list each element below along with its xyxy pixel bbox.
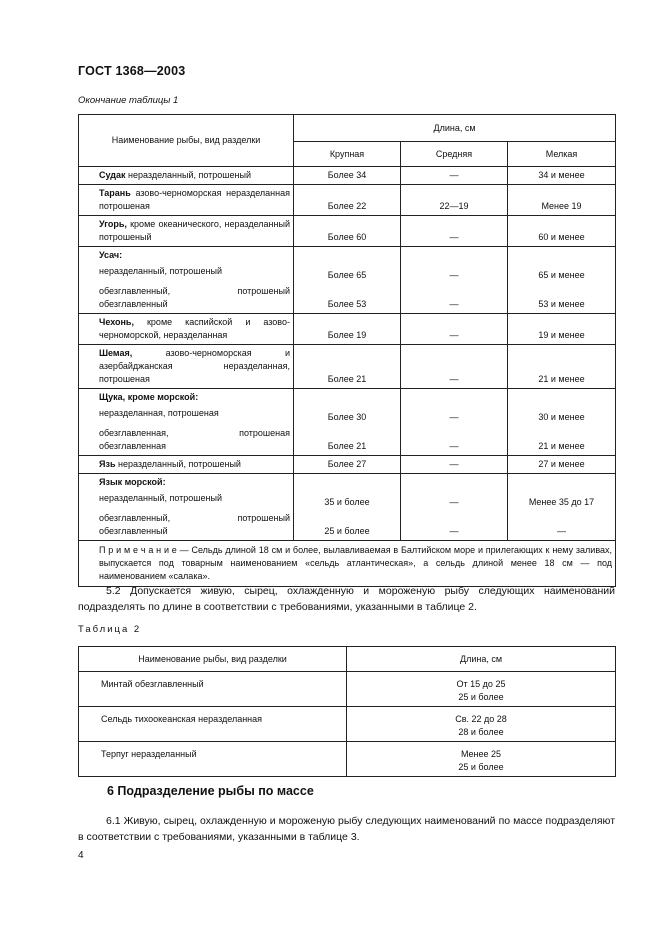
col-header-name: Наименование рыбы, вид разделки (79, 647, 347, 672)
table-note (79, 541, 616, 587)
table-continuation-caption: Окончание таблицы 1 (78, 95, 179, 106)
cell-small: 27 и менее (508, 456, 616, 474)
table-row (79, 345, 616, 389)
cell-large: Более 34 (294, 167, 401, 185)
col-header-length: Длина, см (294, 115, 616, 142)
fish-name: Минтай обезглавленный (79, 672, 347, 707)
table-row (79, 742, 616, 777)
fish-name: Усач: неразделанный, потрошеный обезглавленный, потрошеный обезглавленный (79, 247, 294, 314)
fish-name: Терпуг неразделанный (79, 742, 347, 777)
cell-medium: — (401, 314, 508, 345)
fish-name: Щука, кроме морской: неразделанная, потрошеная обезглавленная, потрошеная обезглавленная (79, 389, 294, 456)
table-row (79, 314, 616, 345)
cell-medium: 22—19 (401, 185, 508, 216)
table-row (79, 389, 616, 456)
cell-medium: — (401, 216, 508, 247)
cell-small: 19 и менее (508, 314, 616, 345)
page-number: 4 (78, 850, 84, 861)
col-header-medium: Средняя (401, 142, 508, 167)
cell-large: 35 и более 25 и более (294, 474, 401, 541)
cell-small: Менее 35 до 17 — (508, 474, 616, 541)
table-row (79, 672, 616, 707)
col-header-name: Наименование рыбы, вид разделки (79, 115, 294, 167)
paragraph-6-1: 6.1 Живую, сырец, охлажденную и мороженую рыбу следующих наименований по массе подразделяют в соответствии с требованиями, указанными в таблице 3. (78, 815, 615, 843)
section-heading: 6 Подразделение рыбы по массе (107, 784, 314, 798)
col-header-length: Длина, см (347, 647, 616, 672)
cell-small: 60 и менее (508, 216, 616, 247)
cut-type: неразделанный, потрошеный (99, 266, 222, 276)
cell-small: Менее 19 (508, 185, 616, 216)
fish-name: Тарань азово-черноморская неразделанная потрошеная (79, 185, 294, 216)
note-label: П р и м е ч а н и е (99, 545, 177, 555)
table-1 (78, 114, 616, 587)
fish-name: Чехонь, кроме каспийской и азово-черноморской, неразделанная (79, 314, 294, 345)
cut-type: обезглавленный, потрошеный обезглавленный (99, 513, 290, 536)
col-header-small: Мелкая (508, 142, 616, 167)
cell-small: 21 и менее (508, 345, 616, 389)
fish-name: Шемая, азово-черноморская и азербайджанская неразделанная, потрошеная (79, 345, 294, 389)
table-row (79, 456, 616, 474)
table-row (79, 247, 616, 314)
fish-name: Язык морской: неразделанный, потрошеный обезглавленный, потрошеный обезглавленный (79, 474, 294, 541)
cell-large: Более 30 Более 21 (294, 389, 401, 456)
length-cell: Св. 22 до 28 28 и более (347, 707, 616, 742)
cut-type: обезглавленный, потрошеный обезглавленный (99, 286, 290, 309)
cell-medium: — (401, 345, 508, 389)
cell-large: Более 19 (294, 314, 401, 345)
fish-name: Сельдь тихоокеанская неразделанная (79, 707, 347, 742)
fish-name: Угорь, кроме океанического, неразделанный потрошеный (79, 216, 294, 247)
fish-name: Судак неразделанный, потрошеный (79, 167, 294, 185)
cut-type: неразделанный, потрошеный (99, 493, 222, 503)
table-row (79, 707, 616, 742)
cut-type: обезглавленная, потрошеная обезглавленная (99, 428, 290, 451)
cell-small: 30 и менее 21 и менее (508, 389, 616, 456)
cell-large: Более 22 (294, 185, 401, 216)
table-row (79, 185, 616, 216)
cell-medium: — (401, 167, 508, 185)
cell-small: 65 и менее 53 и менее (508, 247, 616, 314)
document-header: ГОСТ 1368—2003 (78, 64, 186, 78)
cell-large: Более 65 Более 53 (294, 247, 401, 314)
cell-large: Более 27 (294, 456, 401, 474)
table-row (79, 167, 616, 185)
paragraph-5-2: 5.2 Допускается живую, сырец, охлажденную и мороженую рыбу следующих наименований подразделять по длине в соответствии с требованиями, указанными в таблице 2. (78, 585, 615, 613)
table-2 (78, 646, 616, 777)
cell-large: Более 21 (294, 345, 401, 389)
note-text: — Сельдь длиной 18 см и более, вылавливаемая в Балтийском море и прилегающих к нему заливах, выпускается под товарным наименованием «сельдь атлантическая», а сельдь длиной менее 18 см — под наименованием «салака». (99, 545, 613, 581)
table-2-caption: Таблица 2 (78, 624, 142, 635)
cell-medium: — — (401, 389, 508, 456)
cell-large: Более 60 (294, 216, 401, 247)
length-cell: От 15 до 25 25 и более (347, 672, 616, 707)
cell-medium: — — (401, 474, 508, 541)
table-row (79, 474, 616, 541)
fish-name: Язь неразделанный, потрошеный (79, 456, 294, 474)
cell-medium: — (401, 456, 508, 474)
cut-type: неразделанная, потрошеная (99, 408, 219, 418)
cell-medium: — — (401, 247, 508, 314)
table-row (79, 216, 616, 247)
col-header-large: Крупная (294, 142, 401, 167)
cell-small: 34 и менее (508, 167, 616, 185)
length-cell: Менее 25 25 и более (347, 742, 616, 777)
